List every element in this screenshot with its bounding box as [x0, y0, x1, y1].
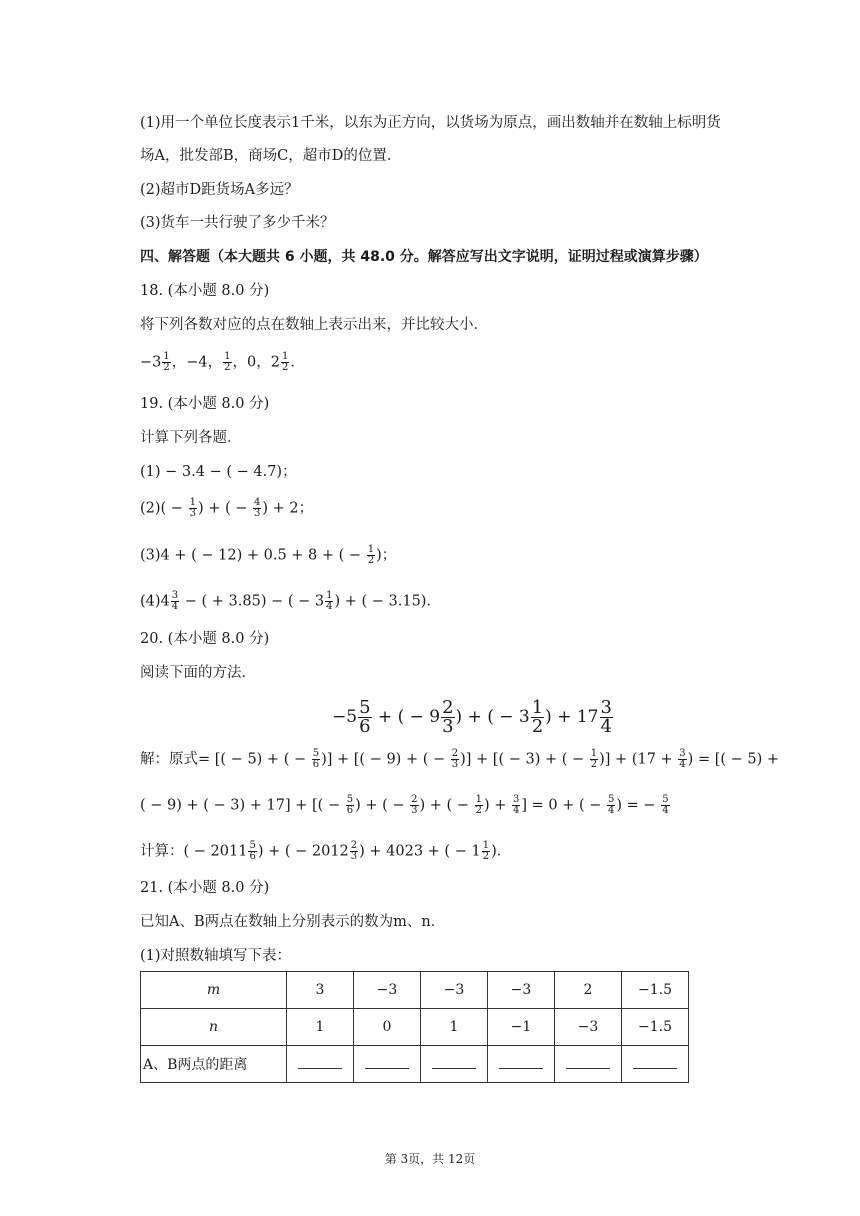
- section-4-heading: 四、解答题（本大题共 6 小题，共 48.0 分。解答应写出文字说明，证明过程或演算步骤）: [140, 249, 708, 265]
- q19-header: 19. (本小题 8.0 分): [140, 396, 270, 412]
- q21-statement: 已知A、B两点在数轴上分别表示的数为m、n．: [140, 914, 446, 930]
- q20-calc-task: 计算：( − 2011 $\frac{5}{6}$ ) + ( − 2012 $\frac{2}{3}$ ) + 4023 + ( − 1 $\frac{1}{2}$ )．: [140, 840, 512, 862]
- q19-instruction: 计算下列各题．: [140, 430, 242, 446]
- row-label-m: m: [141, 972, 287, 1009]
- cell-n-5: −3: [555, 1009, 622, 1046]
- cell-n-1: 1: [287, 1009, 354, 1046]
- q19-expr-2: (2)( − $\frac{1}{3}$ ) + ( − $\frac{4}{3}$ ) + 2；: [140, 497, 314, 519]
- cell-n-6: −1.5: [622, 1009, 689, 1046]
- cell-m-1: 3: [287, 972, 354, 1009]
- q21-header: 21. (本小题 8.0 分): [140, 880, 270, 896]
- q17-part3: (3)货车一共行驶了多少千米？: [140, 215, 335, 231]
- row-label-distance: A、B两点的距离: [141, 1046, 287, 1083]
- cell-m-6: −1.5: [622, 972, 689, 1009]
- blank-cell-5[interactable]: [555, 1046, 622, 1083]
- blank-cell-2[interactable]: [354, 1046, 421, 1083]
- blank-cell-1[interactable]: [287, 1046, 354, 1083]
- cell-n-4: −1: [488, 1009, 555, 1046]
- blank-cell-3[interactable]: [421, 1046, 488, 1083]
- cell-n-2: 0: [354, 1009, 421, 1046]
- cell-n-3: 1: [421, 1009, 488, 1046]
- blank-cell-6[interactable]: [622, 1046, 689, 1083]
- q21-part1: (1)对照数轴填写下表：: [140, 948, 292, 964]
- page-footer: 第 3页，共 12页: [384, 1152, 476, 1166]
- cell-m-4: −3: [488, 972, 555, 1009]
- cell-m-5: 2: [555, 972, 622, 1009]
- q20-solution-line2: ( − 9) + ( − 3) + 17] + [( − $\frac{5}{6}$ ) + ( − $\frac{2}{3}$ ) + ( − $\frac{1}{2}$ ) + $\frac{3}{4}$ ] = 0 + ( − $\frac{5}{4}$ ) = − $\frac{5}{4}$: [140, 794, 669, 816]
- table-row: [141, 1009, 689, 1046]
- q18-instruction: 将下列各数对应的点在数轴上表示出来，并比较大小．: [140, 317, 488, 333]
- row-label-n: n: [141, 1009, 287, 1046]
- q21-table: [140, 971, 689, 1083]
- q17-part1-line2: 场A，批发部B，商场C，超市D的位置．: [140, 148, 402, 164]
- q20-instruction: 阅读下面的方法．: [140, 665, 256, 681]
- cell-m-3: −3: [421, 972, 488, 1009]
- q17-part2: (2)超市D距货场A多远？: [140, 182, 299, 198]
- q19-expr-3: (3)4 + ( − 12) + 0.5 + 8 + ( − $\frac{1}{2}$ )；: [140, 544, 397, 566]
- table-row: [141, 1046, 689, 1083]
- q19-expr-4: (4)4 $\frac{3}{4}$ − ( + 3.85) − ( − 3 $\frac{1}{4}$ ) + ( − 3.15)．: [140, 590, 441, 612]
- q19-expr-1: (1) − 3.4 − ( − 4.7)；: [140, 464, 297, 480]
- cell-m-2: −3: [354, 972, 421, 1009]
- q17-part1-line1: (1)用一个单位长度表示1千米，以东为正方向，以货场为原点，画出数轴并在数轴上标明货: [140, 115, 721, 131]
- q20-solution-line1: 解：原式= [( − 5) + ( − $\frac{5}{6}$ )] + [( − 9) + ( − $\frac{2}{3}$ )] + [( − 3) + ( − $\frac{1}{2}$ )] + (17 + $\frac{3}{4}$ ) = [( − 5) +: [140, 748, 780, 770]
- blank-cell-4[interactable]: [488, 1046, 555, 1083]
- q18-numbers: −3 $\frac{1}{2}$ ，−4， $\frac{1}{2}$ ，0，2 $\frac{1}{2}$ ．: [140, 351, 305, 373]
- q18-header: 18. (本小题 8.0 分): [140, 283, 270, 299]
- q20-display-expression: −5 $\frac{5}{6}$ + ( − 9 $\frac{2}{3}$ ) + ( − 3 $\frac{1}{2}$ ) + 17 $\frac{3}{4}$: [332, 697, 612, 737]
- q20-header: 20. (本小题 8.0 分): [140, 631, 270, 647]
- table-row: [141, 972, 689, 1009]
